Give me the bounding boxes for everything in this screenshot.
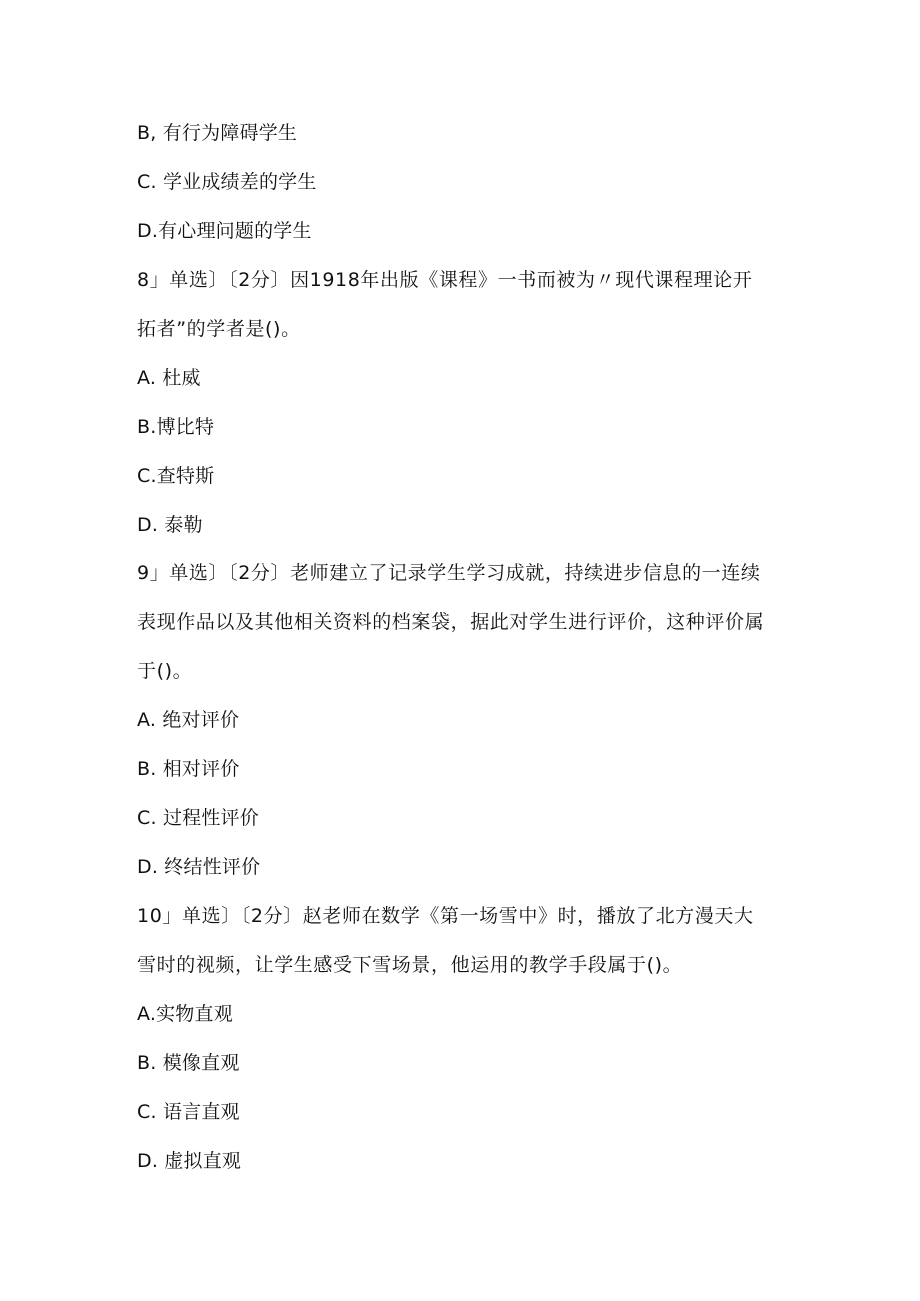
option-b: B, 有行为障碍学生 [137,122,298,144]
question-stem-line: 雪时的视频，让学生感受下雪场景，他运用的教学手段属于()。 [137,954,683,976]
question-stem-line: 表现作品以及其他相关资料的档案袋，据此对学生进行评价，这种评价属 [137,611,765,633]
option-b: B.博比特 [137,416,215,438]
question-stem-line: 拓者”的学者是()。 [137,318,301,340]
option-b: B. 模像直观 [137,1052,240,1074]
question-stem-line: 8」单选〕〔2分〕因1918年出版《课程》一书而被为〃现代课程理论开 [137,269,753,291]
option-c: C. 学业成绩差的学生 [137,171,317,193]
option-d: D. 泰勒 [137,514,203,536]
option-a: A. 绝对评价 [137,709,240,731]
option-d: D. 终结性评价 [137,856,261,878]
option-c: C. 语言直观 [137,1101,240,1123]
option-c: C.查特斯 [137,465,215,487]
option-c: C. 过程性评价 [137,807,259,829]
option-d: D. 虚拟直观 [137,1150,242,1172]
option-d: D.有心理问题的学生 [137,220,312,242]
question-stem-line: 10」单选〕〔2分〕赵老师在数学《第一场雪中》时，播放了北方漫天大 [137,905,754,927]
option-a: A. 杜威 [137,367,201,389]
question-stem-line: 于()。 [137,660,193,682]
option-a: A.实物直观 [137,1003,233,1025]
option-b: B. 相对评价 [137,758,240,780]
question-stem-line: 9」单选〕〔2分〕老师建立了记录学生学习成就，持续进步信息的一连续 [137,562,761,584]
